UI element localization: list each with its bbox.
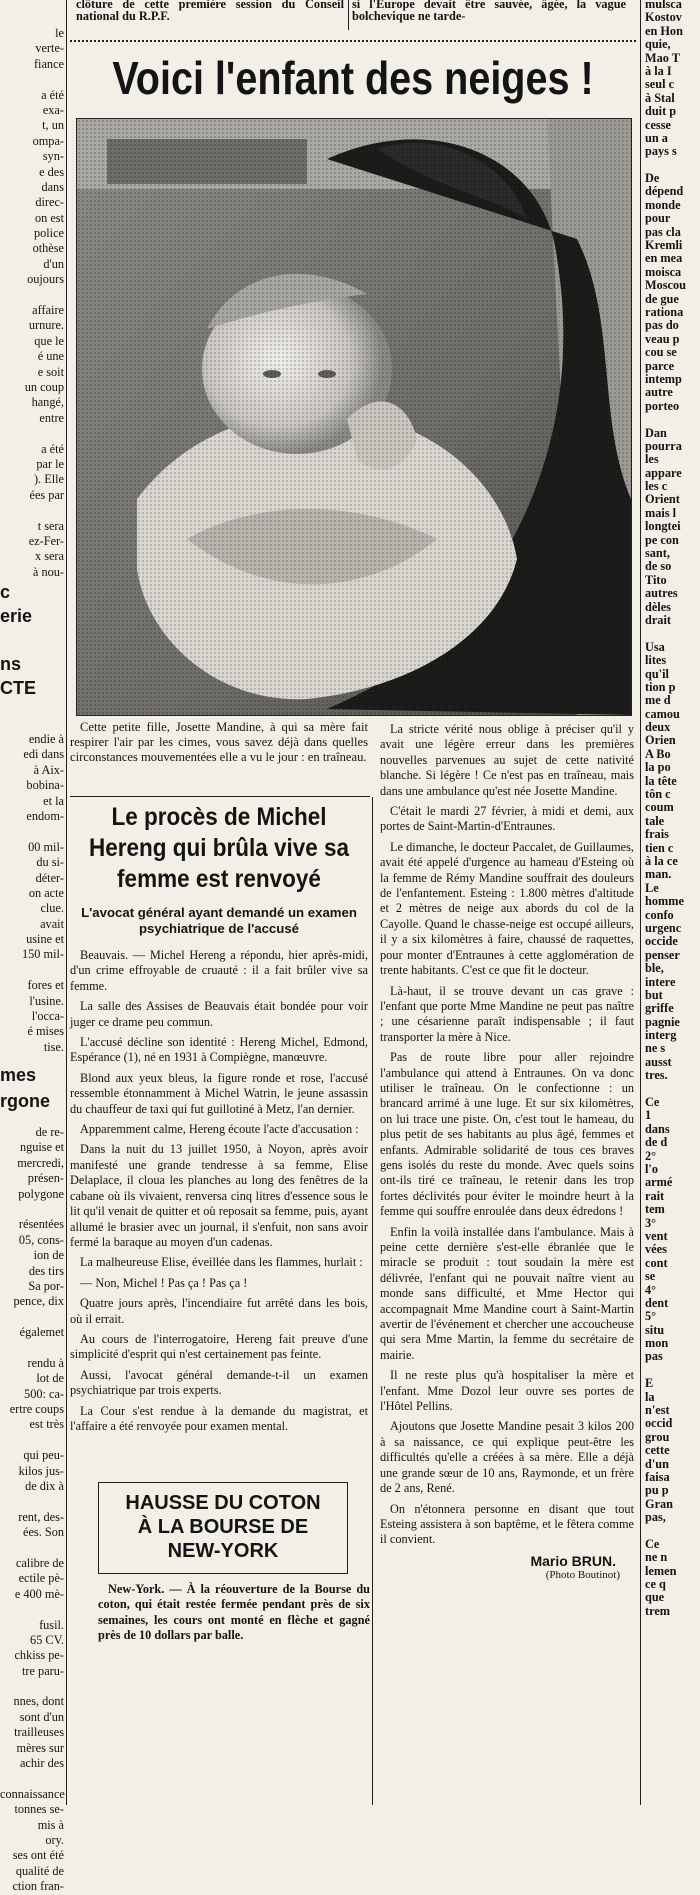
right-fragment: que (645, 1590, 665, 1605)
right-fragment: la tête (645, 773, 677, 788)
right-fragment: la po (645, 760, 671, 775)
right-fragment: A Bo (645, 746, 671, 761)
birth-paragraph: Ajoutons que Josette Mandine pesait 3 kilos 200 à sa naissance, ce qui explique peut-être les difficultés qu'elle a créées à sa mère. Elle a déjà une grande sœur de 10 ans, Raymonde, et un frère de 2 ans, René. (380, 1419, 634, 1496)
birth-body (380, 722, 634, 1548)
left-fragment: 150 mil- (21, 947, 64, 962)
right-fragment: vées (645, 1242, 667, 1257)
left-fragment: tonnes se- (14, 1802, 64, 1817)
left-fragment: ses ont été (12, 1848, 64, 1863)
birth-paragraph: Il ne reste plus qu'à hospitaliser la mère et l'enfant. Mme Dozol leur ouvre ses portes de l'Hôtel Pellins. (380, 1368, 634, 1414)
right-fragment: dent (645, 1295, 669, 1310)
right-fragment: lemen (645, 1563, 677, 1578)
trial-paragraph: Dans la nuit du 13 juillet 1950, à Noyon, après avoir manifesté une grande tendresse à sa femme, Elise Delaplace, il cloua les planches au long des fenêtres de la cabane où ils vivaient, renversa cinq litres d'essence sous le lit qu'il venait de quitter et où reposait sa femme, puis, ayant allumé le brasier avec un journal, il s'enfuit, non sans avoir fermé la baraque au moyen d'un cadenas. (70, 1142, 368, 1249)
left-fragment: dans (41, 179, 64, 194)
left-fragment: rendu à (27, 1355, 64, 1370)
right-fragment: l'o (645, 1161, 658, 1176)
left-fragment: par le (36, 456, 64, 471)
right-fragment: quie, (645, 37, 671, 52)
left-fragments-c (0, 1125, 64, 1895)
left-fragment: ées. Son (23, 1525, 64, 1540)
left-fragment: trailleuses (14, 1725, 64, 1740)
right-fragment: trem (645, 1603, 671, 1618)
right-fragment: tem (645, 1202, 665, 1217)
right-fragment: mon (645, 1336, 669, 1351)
trial-paragraph: Au cours de l'interrogatoire, Hereng fait preuve d'une simplicité d'esprit qui n'est certainement pas feinte. (70, 1331, 368, 1362)
left-fragment: un coup (24, 379, 64, 394)
left-fragment (0, 1679, 64, 1694)
trial-paragraph: La salle des Assises de Beauvais était bondée pour voir juger ce drame peu commun. (70, 999, 368, 1029)
right-fragment: Ce (645, 1095, 660, 1110)
left-fragment: é mises (27, 1024, 64, 1039)
right-fragment (645, 413, 700, 426)
left-fragment: présen- (27, 1171, 64, 1186)
right-fragment: 1 (645, 1108, 652, 1123)
right-fragment: pe con (645, 532, 679, 547)
left-fragment: ertre coups (9, 1402, 64, 1417)
right-fragment: sant, (645, 546, 670, 561)
right-fragment: mais l (645, 505, 677, 520)
right-fragment: pas, (645, 1510, 666, 1525)
left-fragment: oujours (27, 272, 64, 287)
left-fragment: connaissance (0, 1786, 65, 1801)
left-fragment: ). Elle (33, 472, 64, 487)
left-fragment: 500: ca- (24, 1386, 64, 1401)
left-fragment: sont d'un (19, 1709, 64, 1724)
right-fragment: se (645, 1269, 656, 1284)
right-fragment: duit p (645, 104, 677, 119)
left-fragment: résentées (18, 1217, 64, 1232)
left-fragment (0, 503, 64, 518)
left-fragment (0, 1340, 64, 1355)
cotton-article (98, 1582, 370, 1682)
photo-image (77, 119, 631, 715)
right-fragment: pu p (645, 1483, 669, 1498)
trial-paragraph: — Non, Michel ! Pas ça ! Pas ça ! (80, 1275, 248, 1290)
right-fragment: de so (645, 559, 672, 574)
left-fragment: t, un (42, 118, 64, 133)
left-fragment: pence, dix (13, 1294, 64, 1309)
left-fragment: à nou- (32, 564, 64, 579)
right-fragment (645, 1364, 700, 1377)
left-fragment: t sera (37, 518, 64, 533)
left-fragment: ompa- (32, 133, 64, 148)
right-fragment: tien c (645, 840, 674, 855)
right-fragment: qu'il (645, 666, 669, 681)
right-fragment: urgenc (645, 920, 682, 935)
left-fragments-b (0, 732, 64, 1055)
trial-article (70, 800, 368, 1475)
left-fragment: fusil. (39, 1617, 64, 1632)
left-fragment (0, 824, 64, 839)
trial-paragraph: L'accusé décline son identité : Hereng Michel, Edmond, Espérance (1), né en 1931 à Compiègne, manœuvre. (70, 1035, 368, 1065)
left-fragment: achir des (19, 1756, 64, 1771)
top-strip-middle-text: si l'Europe devait être sauvée, âgée, la vague bolchevique ne tarde- (352, 0, 626, 23)
right-fragment: dans (645, 1121, 670, 1136)
right-fragment: ne s (645, 1041, 666, 1056)
birth-paragraph: La stricte vérité nous oblige à préciser qu'il y avait une légère erreur dans les premières nouvelles parvenues au sujet de cette nativité blanche. Si légère ! Ce n'est pas en traîneau, mais dans une ambulance qu'est née Josette Mandine. (380, 722, 634, 798)
left-fragment: et la (43, 793, 64, 808)
left-fragment: ectile pè- (18, 1571, 64, 1586)
right-fragment: moisca (645, 264, 682, 279)
left-fragment: clue. (40, 901, 64, 916)
left-fragment: a été (41, 87, 64, 102)
left-fragment: verte- (35, 41, 64, 56)
left-fragments-a (0, 26, 64, 580)
left-heading-fragment: erie (0, 606, 33, 626)
left-fragment: ées par (29, 487, 64, 502)
left-fragment (0, 1310, 64, 1325)
left-fragment: mères sur (16, 1740, 64, 1755)
right-fragment: monde (645, 197, 681, 212)
left-fragment (0, 963, 64, 978)
right-fragment: pourra (645, 438, 682, 453)
right-fragment: 3° (645, 1215, 657, 1230)
left-fragment: d'un (43, 256, 64, 271)
left-fragment: avait (40, 916, 64, 931)
right-fragment: de gue (645, 291, 679, 306)
left-fragment (0, 1771, 64, 1786)
right-fragment: rait (645, 1188, 665, 1203)
right-fragment: confo (645, 907, 674, 922)
birth-paragraph: On n'étonnera personne en disant que tout Esteing assistera à son baptême, et le fêtera comme il convient. (380, 1501, 634, 1547)
left-fragment: Sa por- (28, 1278, 64, 1293)
left-fragment: nnes, dont (13, 1694, 64, 1709)
right-fragment: à la ce (645, 854, 678, 868)
rule-under-caption (70, 796, 370, 797)
right-fragment: de d (645, 1135, 668, 1150)
top-strip-left-text: clôture de cette première session du Conseil national du R.P.F. (76, 0, 344, 23)
left-heading-fragment: mes (0, 1065, 37, 1085)
left-fragment: est très (29, 1417, 64, 1432)
right-fragment: but (645, 987, 663, 1002)
left-heading-fragment: ns (0, 654, 22, 674)
right-fragment: Mao T (645, 50, 680, 65)
right-fragment: ble, (645, 961, 664, 976)
right-fragment: armé (645, 1175, 673, 1190)
right-fragment: pas cla (645, 224, 681, 239)
left-fragment: affaire (32, 303, 64, 318)
right-fragment: les c (645, 479, 668, 494)
right-fragment: intemp (645, 371, 682, 386)
right-fragment: tres. (645, 1068, 668, 1083)
right-fragment: n'est (645, 1403, 670, 1418)
right-fragment: Dan (645, 425, 667, 440)
left-fragment: ory. (45, 1832, 64, 1847)
top-strip-left (76, 0, 344, 26)
right-fragment: mulsca (645, 0, 682, 11)
left-fragment (0, 1541, 64, 1556)
left-fragment: syn- (42, 149, 64, 164)
photo-caption-box (70, 720, 368, 794)
left-heading-fragment: rgone (0, 1091, 51, 1111)
left-fragment: x sera (34, 549, 64, 564)
left-fragment: du si- (36, 855, 64, 870)
left-fragment: e des (39, 164, 64, 179)
right-fragment: E (645, 1376, 654, 1391)
left-fragment: mis à (37, 1817, 64, 1832)
right-fragment: parce (645, 358, 675, 373)
right-fragment: Kostov (645, 10, 682, 25)
left-fragment (0, 1433, 64, 1448)
left-heading-fragment (0, 628, 64, 652)
right-fragment: lites (645, 653, 667, 668)
left-fragment: 05, cons- (18, 1232, 64, 1247)
right-fragment: un a (645, 130, 668, 145)
right-fragment: situ (645, 1322, 665, 1337)
rule-top-strip (348, 0, 349, 30)
left-fragment: fores et (27, 978, 64, 993)
trial-headline: Le procès de Michel Hereng qui brûla vive sa femme est renvoyé (88, 803, 350, 893)
right-column (645, 0, 700, 1805)
right-fragment: cette (645, 1443, 670, 1458)
left-fragment: 00 mil- (28, 839, 64, 854)
cotton-box (98, 1482, 348, 1574)
trial-paragraph: Quatre jours après, l'incendiaire fut arrêté dans les bois, où il errait. (70, 1296, 368, 1326)
trial-paragraph: Beauvais. — Michel Hereng a répondu, hier après-midi, d'un crime effroyable de cruauté : il a fait brûler vive sa femme. (70, 948, 368, 993)
right-fragment: Ce (645, 1536, 660, 1551)
right-fragment: Usa (645, 639, 665, 654)
trial-body (70, 948, 368, 1434)
cotton-text: New-York. — À la réouverture de la Bourse du coton, qui était restée fermée pendant près de six semaines, les cours ont monté en flèche et gagné près de 10 dollars par balle. (98, 1582, 370, 1643)
left-fragment: que le (34, 333, 64, 348)
right-fragment: autres (645, 586, 678, 601)
right-fragment: à la I (645, 63, 672, 78)
left-fragment: à Aix- (33, 762, 64, 777)
right-fragment: frais (645, 827, 669, 842)
birth-article (380, 722, 634, 1805)
right-fragment: ne n (645, 1550, 668, 1565)
right-fragment: cont (645, 1255, 668, 1270)
right-fragment: cou se (645, 345, 677, 360)
left-fragment: de re- (35, 1125, 64, 1139)
right-fragment: pays s (645, 144, 677, 159)
right-fragment: vent (645, 1228, 668, 1243)
left-fragment (0, 1494, 64, 1509)
right-fragment: d'un (645, 1456, 669, 1471)
right-fragment (645, 159, 700, 172)
right-fragment (645, 1083, 700, 1096)
right-fragment: appare (645, 465, 682, 480)
left-fragment: mercredi, (17, 1155, 64, 1170)
right-fragment: me d (645, 693, 671, 708)
trial-paragraph: La Cour s'est rendue à la demande du magistrat, et l'affaire a été renvoyée pour examen mental. (70, 1403, 368, 1433)
right-fragment: occide (645, 934, 678, 949)
left-fragment (0, 426, 64, 441)
right-fragment: Moscou (645, 278, 686, 293)
right-fragment: en mea (645, 251, 683, 266)
left-column (0, 0, 65, 1894)
right-fragment: deux (645, 720, 671, 735)
left-fragment: 65 CV. (30, 1632, 64, 1647)
trial-deck: L'avocat général ayant demandé un examen psychiatrique de l'accusé (81, 905, 357, 936)
right-fragment: Orient (645, 492, 680, 507)
right-fragment: la (645, 1389, 655, 1404)
left-fragment: ez-Fer- (28, 533, 64, 548)
right-fragment: coum (645, 800, 674, 815)
right-fragment: 4° (645, 1282, 657, 1297)
birth-paragraph: Le dimanche, le docteur Paccalet, de Guillaumes, avait été appelé d'urgence au hameau d'Esteing où la femme de Rémy Mandine souffrait des douleurs de l'enfantement. Esteing : 1.800 mètres d'altitude et 2 mètres de neige aux abords du col de la Cayolle. Quand le chasse-neige est occupé ailleurs, il y a six kilomètres à faire, chaussé de raquettes, pour monter d'Entraunes à cette agglomération de trente habitants. C'est ce que fit le docteur. (380, 839, 634, 978)
left-fragment: qualité de (15, 1863, 64, 1878)
right-fragment: tôn c (645, 787, 671, 802)
right-fragment: ce q (645, 1577, 666, 1592)
left-fragment (0, 1202, 64, 1217)
left-fragment: qui peu- (23, 1448, 64, 1463)
right-fragment: pagnie (645, 1014, 680, 1029)
right-fragment (645, 627, 700, 640)
left-fragment: des tirs (28, 1263, 64, 1278)
left-fragment: police (33, 226, 64, 241)
right-fragment: Tito (645, 572, 667, 587)
right-fragment: les (645, 452, 659, 467)
column-rule-right (640, 0, 641, 1805)
left-fragment: de dix à (25, 1478, 64, 1493)
right-fragment: De (645, 171, 660, 186)
right-fragment: grou (645, 1429, 670, 1444)
left-fragment: tre paru- (22, 1663, 64, 1678)
left-fragment: on est (34, 210, 64, 225)
left-fragment (0, 72, 64, 87)
left-fragment: fiance (33, 56, 64, 71)
left-heading-fragment: c (0, 582, 11, 602)
left-fragment: lot de (36, 1371, 64, 1386)
cotton-headline: HAUSSE DU COTON À LA BOURSE DE NEW-YORK (125, 1492, 321, 1562)
left-heading-fragment: CTE (0, 678, 36, 698)
headline-box (70, 44, 636, 116)
left-fragment: othèse (32, 241, 64, 256)
left-fragment: déter- (35, 870, 64, 885)
left-fragment: on acte (28, 885, 64, 900)
right-fragment: 5° (645, 1309, 657, 1324)
right-fragment: faisa (645, 1469, 670, 1484)
right-fragment: pour (645, 211, 671, 226)
left-fragment: e 400 mè- (14, 1586, 64, 1601)
trial-paragraph: Aussi, l'avocat général demande-t-il un examen psychiatrique par trois experts. (70, 1367, 368, 1398)
right-fragment: à Stal (645, 90, 675, 105)
right-fragment: autre (645, 385, 673, 400)
left-fragment: bobina- (26, 778, 64, 793)
left-fragment: nguise et (19, 1140, 64, 1155)
left-fragment: hangé, (31, 395, 64, 410)
left-fragment: l'occa- (31, 1009, 64, 1024)
right-fragment: Orien (645, 733, 676, 748)
left-fragment: direc- (35, 195, 64, 210)
column-rule-left (66, 0, 67, 1805)
left-fragment: usine et (26, 932, 64, 947)
left-fragment: a été (41, 441, 64, 456)
left-fragment (0, 288, 64, 303)
right-fragment: dèles (645, 599, 671, 614)
right-fragment: ausst (645, 1054, 672, 1069)
right-fragment: griffe (645, 1001, 674, 1016)
left-fragment: rent, des- (18, 1509, 64, 1524)
trial-paragraph: La malheureuse Elise, éveillée dans les flammes, hurlait : (80, 1255, 363, 1270)
right-fragment: seul c (645, 77, 675, 92)
left-fragment: exa- (42, 102, 64, 117)
right-fragment: longtei (645, 519, 681, 534)
right-fragment: homme (645, 894, 684, 909)
left-fragment: edi dans (23, 747, 64, 762)
right-fragment: Le (645, 880, 659, 895)
right-fragment: tale (645, 813, 665, 828)
right-fragments (645, 0, 700, 1618)
right-fragment: man. (645, 867, 672, 882)
trial-paragraph: Apparemment calme, Hereng écoute l'acte d'accusation : (80, 1122, 359, 1137)
right-fragment: pas do (645, 318, 679, 333)
left-fragment (0, 1602, 64, 1617)
main-headline: Voici l'enfant des neiges ! (112, 52, 594, 104)
birth-byline: Mario BRUN. (530, 1552, 616, 1569)
left-fragment: endie à (28, 732, 64, 746)
left-fragment: chkiss pe- (14, 1648, 64, 1663)
right-fragment: intere (645, 974, 676, 989)
birth-paragraph: Pas de route libre pour aller rejoindre l'ambulance qui attend à Entraunes. On va donc utiliser le traîneau. On le confectionne : un brancard arrimé à une luge. Et sur six kilomètres, on lui trace une piste. On, c'est tout le hameau, du plus petit de ses habitants au plus âgé, femmes et enfants. Admirable solidarité de tous ces braves gens isolés du reste du monde. Avec quels soins ont-ils tiré ce traîneau, le retenir dans les trop fortes déclivités pour éviter le moindre heurt à la femme qui souffre enroulée dans deux édredons ! (380, 1050, 634, 1219)
right-fragment: porteo (645, 398, 680, 413)
right-fragment: pas (645, 1349, 663, 1364)
left-fragment: urnure. (28, 318, 64, 333)
right-fragment: dépend (645, 184, 684, 199)
top-dotted-rule (70, 40, 636, 42)
right-fragment: rationa (645, 304, 684, 319)
top-strip-middle (352, 0, 626, 26)
left-fragment: e soit (37, 364, 64, 379)
right-fragment: tion p (645, 679, 676, 694)
trial-paragraph: Blond aux yeux bleus, la figure ronde et rose, l'accusé ressemble étonnamment à Michel Watrin, le jeune assassin du chauffeur de taxi qui fut guillotiné à Metz, l'an dernier. (70, 1070, 368, 1116)
right-fragment: interg (645, 1028, 677, 1043)
left-fragment: endom- (26, 808, 64, 823)
left-fragment: le (55, 26, 64, 40)
birth-paragraph: Enfin la voilà installée dans l'ambulance. Mais à peine cette dernière s'est-elle ébranlée que le miracle se produit : tout soudain la mère est délivrée, l'enfant qui ne pouvait naître vient au monde sans difficulté, et Mme Hector qui accompagnait Mme Mandine court à Saint-Martin avertir de l'événement et chercher une accoucheuse qui sera Mme Martin, la femme du secrétaire de mairie. (380, 1224, 634, 1362)
left-fragment: ction fran- (12, 1879, 64, 1894)
right-fragment: cesse (645, 117, 671, 132)
birth-paragraph: C'était le mardi 27 février, à midi et demi, aux portes de Saint-Martin-d'Entraunes. (380, 804, 634, 834)
right-fragment: camou (645, 706, 680, 721)
photo-caption: Cette petite fille, Josette Mandine, à qui sa mère fait respirer l'air par les cimes, vous savez déjà dans quelles circonstances mouvementées elle a vu le jour : en traîneau. (70, 720, 368, 765)
right-fragment: penser (645, 947, 680, 962)
right-fragment: occid (645, 1416, 673, 1431)
left-fragment: polygone (18, 1186, 64, 1201)
left-heading-1 (0, 580, 64, 700)
birth-paragraph: Là-haut, il se trouve devant un cas grave : l'enfant que porte Mme Mandine ne peut pas naître ; une césarienne paraît indispensable ; il faut transporter la mère à Nice. (380, 983, 634, 1044)
photo-credit: (Photo Boutinot) (545, 1568, 620, 1581)
left-fragment: égalemet (19, 1325, 64, 1340)
right-fragment: Kremli (645, 238, 683, 253)
right-fragment: Gran (645, 1496, 674, 1511)
left-heading-2 (0, 1062, 64, 1114)
left-fragment: tise. (43, 1039, 64, 1054)
left-fragment: é une (37, 349, 64, 364)
right-fragment: 2° (645, 1148, 657, 1163)
left-fragment: ion de (33, 1248, 64, 1263)
left-fragment: l'usine. (29, 993, 64, 1008)
column-rule-middle (372, 797, 373, 1805)
right-fragment (645, 1525, 700, 1538)
right-fragment: veau p (645, 331, 680, 346)
photo (76, 118, 632, 716)
right-fragment: drait (645, 612, 671, 627)
left-fragment: entre (39, 410, 64, 425)
right-fragment: en Hon (645, 23, 683, 38)
left-fragment: calibre de (15, 1555, 64, 1570)
left-fragment: kilos jus- (18, 1463, 64, 1478)
